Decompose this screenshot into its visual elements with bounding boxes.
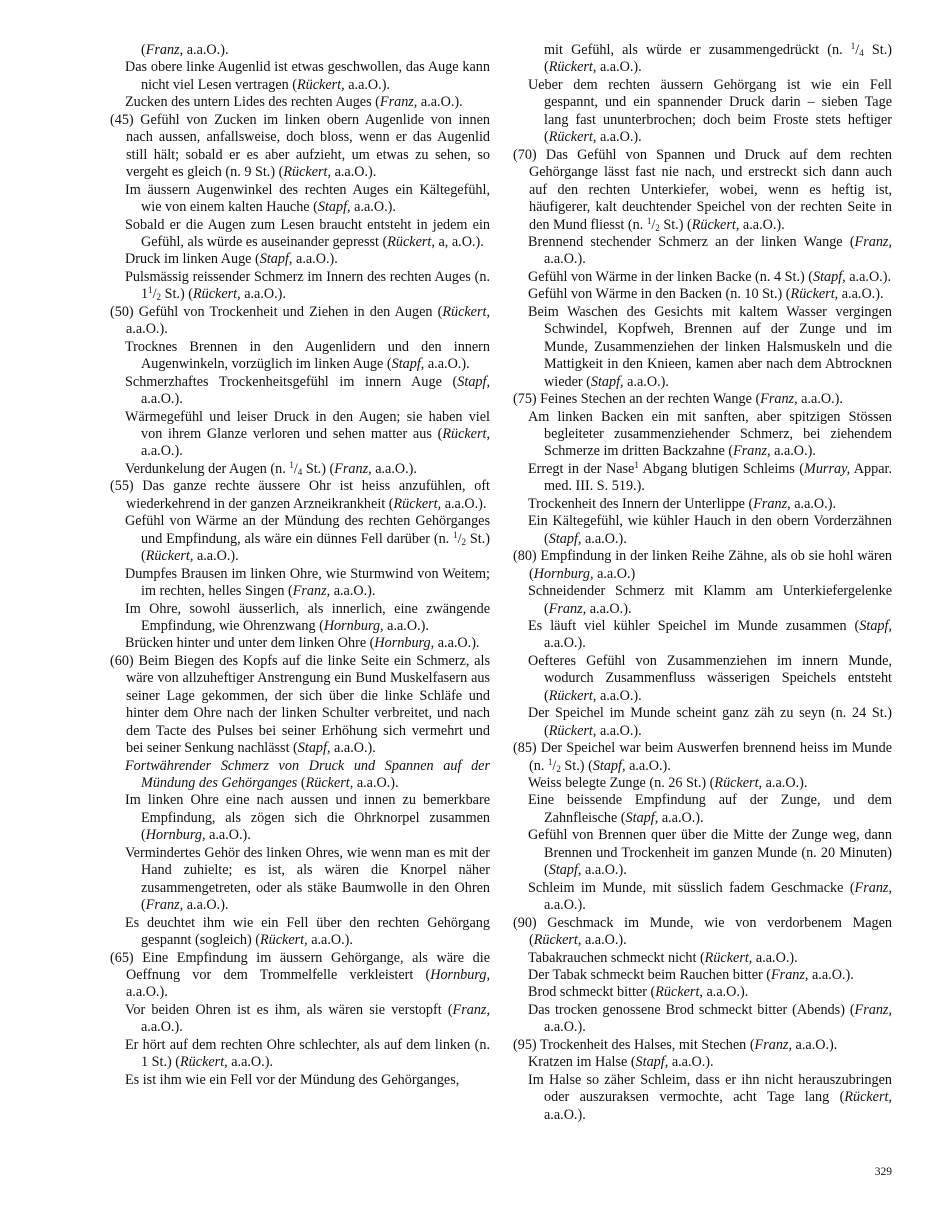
- entry-paragraph: [513, 984, 892, 1001]
- entry-text: Trockenheit des Innern der Unterlippe (: [528, 495, 754, 512]
- source-citation: Stapf,: [297, 740, 331, 757]
- source-citation: Rückert,: [442, 303, 490, 320]
- source-citation: Rückert,: [548, 129, 597, 146]
- source-citation: Rückert,: [387, 233, 435, 250]
- entry-text: Am linken Backen ein mit sanften, aber spitzigen Stössen begleiteter zusammenziehender Schmerz, bei ziehendem Schmerze im dritten Backzahne (: [528, 408, 892, 460]
- source-citation: Hornburg,: [430, 967, 490, 984]
- entry-text: Im Halse so zäher Schleim, dass er ihn nicht herauszubringen oder auszuraksen vermochte, acht Tage lang (: [528, 1071, 892, 1106]
- entry-text: Im äussern Augenwinkel des rechten Auges ein Kältegefühl, wie von einem kalten Hauche (: [125, 181, 490, 216]
- entry-paragraph: [513, 77, 892, 147]
- entry-paragraph: [110, 635, 490, 652]
- fraction-numerator: 1: [453, 529, 458, 540]
- fraction-numerator: 1: [289, 459, 294, 470]
- entry-text: a.a.O.).: [331, 164, 377, 181]
- entry-paragraph: [513, 827, 892, 879]
- source-citation: Franz,: [854, 233, 892, 250]
- entry-text: a.a.O.).: [307, 932, 353, 949]
- entry-text: a.a.O.).: [581, 862, 627, 879]
- entry-paragraph: [513, 950, 892, 967]
- entry-text: /: [293, 460, 298, 477]
- entry-text: a.a.O.).: [581, 932, 627, 949]
- entry-paragraph: [110, 251, 490, 268]
- entry-text: /: [855, 42, 860, 58]
- source-citation: Franz,: [145, 897, 184, 914]
- entry-text: a.a.O.).: [330, 583, 376, 600]
- entry-paragraph: [513, 705, 892, 740]
- entry-paragraph: [513, 391, 892, 408]
- source-citation: Stapf,: [635, 1054, 669, 1071]
- entry-text: a.a.O.).: [581, 530, 627, 547]
- entry-text: Wärmegefühl und leiser Druck in den Augen; sie haben viel von ihrem Glanze verloren und sehen matter aus (: [125, 408, 490, 442]
- entry-text: Sobald er die Augen zum Lesen braucht entsteht in jedem ein Gefühl, als würde es auseinander gepresst (: [125, 216, 490, 250]
- entry-text: a.a.O.).: [596, 129, 642, 146]
- source-citation: Rückert,: [442, 425, 490, 442]
- source-citation: Hornburg,: [323, 617, 384, 634]
- source-citation: Rückert,: [283, 164, 332, 181]
- source-citation: Stapf,: [625, 809, 659, 826]
- source-citation: Rückert,: [548, 59, 597, 76]
- source-citation: Stapf,: [259, 251, 293, 268]
- entry-text: a.a.O.).: [141, 1019, 183, 1036]
- source-citation: Stapf,: [859, 617, 892, 634]
- entry-text: a.a.O.).: [797, 391, 843, 408]
- entry-paragraph: [110, 478, 490, 513]
- entry-paragraph: [513, 409, 892, 461]
- source-citation: Franz,: [854, 879, 892, 896]
- entry-text: a.a.O.).: [808, 967, 854, 984]
- entry-text: (45) Gefühl von Zucken im linken obern Augenlide von innen nach aussen, anfallsweise, doch bloss, wenn er das Augenlid still hält; sobald er es aber aufzieht, um etwas zu sehen, so vergeht es gleich (n. 9 St.) (: [110, 111, 490, 181]
- entry-text: /: [457, 530, 462, 547]
- source-citation: Murray,: [804, 460, 851, 477]
- entry-text: a.a.O.).: [141, 391, 183, 408]
- entry-text: a.a.O.).: [762, 775, 808, 792]
- entry-text: Schleim im Munde, mit süsslich fadem Geschmacke (: [528, 879, 855, 896]
- source-citation: Hornburg,: [145, 827, 206, 844]
- entry-paragraph: [110, 42, 490, 59]
- source-citation: Franz,: [292, 583, 331, 600]
- entry-text: a.a.O.).: [586, 600, 632, 617]
- entry-paragraph: [513, 1054, 892, 1071]
- source-citation: Rückert,: [259, 932, 308, 949]
- entry-text: a.a.O.).: [193, 548, 239, 565]
- source-citation: Rückert,: [704, 949, 753, 966]
- entry-text: St.) (: [302, 460, 335, 477]
- source-citation: Stapf,: [548, 862, 582, 879]
- entry-text: a.a.O.).: [141, 443, 183, 460]
- entry-text: a.a.O.).: [739, 216, 785, 233]
- fraction-denominator: 2: [556, 763, 561, 774]
- entry-paragraph: [110, 217, 490, 252]
- entry-paragraph: [110, 269, 490, 304]
- entry-text: St.) (: [659, 216, 692, 233]
- entry-text: St.) (: [161, 286, 193, 303]
- entry-paragraph: [513, 1072, 892, 1124]
- source-citation: Stapf,: [812, 268, 846, 285]
- entry-paragraph: [110, 513, 490, 565]
- entry-text: Gefühl von Wärme an der Mündung des rechten Gehörganges und Empfindung, als wäre ein dünnes Fell darüber (n.: [125, 513, 490, 547]
- entry-paragraph: [513, 880, 892, 915]
- entry-text: Das obere linke Augenlid ist etwas geschwollen, das Auge kann nicht viel Lesen vertragen (: [125, 59, 490, 93]
- entry-text: a.a.O.).: [240, 286, 286, 303]
- entry-paragraph: [513, 583, 892, 618]
- source-citation: Stapf,: [317, 199, 351, 216]
- entry-text: (: [297, 775, 306, 792]
- entry-text: /: [651, 216, 656, 233]
- source-citation: Rückert,: [548, 722, 597, 739]
- entry-text: a.a.O.).: [702, 984, 749, 1001]
- entry-text: a.a.O.).: [350, 199, 396, 216]
- entry-text: a.a.O.).: [544, 1019, 586, 1036]
- source-citation: Franz,: [771, 967, 809, 984]
- source-citation: Rückert,: [192, 286, 241, 303]
- entry-text: a.a.O.).: [126, 321, 168, 338]
- entry-text: a.a.O.).: [126, 984, 168, 1001]
- source-citation: Franz,: [452, 1001, 490, 1018]
- entry-paragraph: [513, 496, 892, 513]
- entry-text: (65) Eine Empfindung im äussern Gehörgange, als wäre die Oeffnung vor dem Trommelfelle verkleistert (: [110, 949, 490, 984]
- entry-text: a.a.O.).: [227, 1054, 273, 1071]
- entry-paragraph: [513, 269, 892, 286]
- entry-text: Abgang blutigen Schleims (: [638, 460, 805, 477]
- entry-paragraph: [513, 513, 892, 548]
- entry-text: St.) (: [560, 757, 593, 774]
- entry-text: Gefühl von Brennen quer über die Mitte der Zunge weg, dann Brennen und Trockenheit im ganzen Munde (n. 20 Minuten) (: [528, 827, 892, 879]
- entry-paragraph: [513, 147, 892, 234]
- entry-text: (95) Trockenheit des Halses, mit Stechen (: [513, 1036, 755, 1053]
- entry-paragraph: [513, 304, 892, 391]
- entry-text: Es läuft viel kühler Speichel im Munde zusammen (: [528, 617, 860, 634]
- source-citation: Stapf,: [590, 373, 624, 390]
- entry-text: Schmerzhaftes Trockenheitsgefühl im innern Auge (: [125, 373, 458, 390]
- entry-text: a.a.O.).: [770, 443, 816, 460]
- entry-paragraph: [110, 601, 490, 636]
- entry-paragraph: [513, 286, 892, 303]
- entry-text: (50) Gefühl von Trockenheit und Ziehen in den Augen (: [110, 303, 443, 320]
- entry-text: a.a.O.).: [658, 809, 704, 826]
- source-citation: Franz,: [760, 391, 798, 408]
- source-citation: Franz,: [334, 460, 372, 477]
- entry-paragraph: [110, 566, 490, 601]
- entry-text: Erregt in der Nase: [528, 460, 635, 477]
- entry-text: (85) Der Speichel war beim Auswerfen brennend heiss im Munde (n.: [513, 740, 892, 774]
- entry-text: Weiss belegte Zunge (n. 26 St.) (: [528, 775, 715, 792]
- entry-text: /: [552, 757, 557, 774]
- source-citation: Franz,: [733, 443, 771, 460]
- entry-text: Im Ohre, sowohl äusserlich, als innerlich, eine zwängende Empfindung, wie Ohrenzwang (: [125, 600, 490, 634]
- page-number: 329: [874, 1166, 892, 1178]
- entry-paragraph: [513, 775, 892, 792]
- entry-text: a.a.O.).: [790, 495, 836, 512]
- entry-text: (60) Beim Biegen des Kopfs auf die linke Seite ein Schmerz, als wäre von allzuheftiger Anstrengung ein Bund Muskelfasern aus seiner Lage gekommen, der sich über die linke Schläfe und hinter dem Ohre nach der linken Schulter verbreitet, und nach dem Tacte des Pulses bei seiner Erhöhung sich vermehrt und bei seiner Senkung nachlässt (: [110, 652, 490, 757]
- source-citation: Rückert,: [180, 1054, 228, 1071]
- fraction-denominator: 4: [859, 48, 864, 58]
- entry-text: (: [141, 42, 146, 58]
- source-citation: Hornburg,: [374, 635, 435, 652]
- source-citation: Franz,: [145, 42, 184, 58]
- source-citation: Rückert,: [691, 216, 740, 233]
- source-citation: Rückert,: [533, 932, 582, 949]
- entry-text: a, a.O.).: [434, 233, 484, 250]
- source-citation: Franz,: [854, 1001, 892, 1018]
- entry-text: a.a.O.).: [371, 460, 417, 477]
- entry-text: a.a.O.).: [424, 356, 470, 373]
- entry-text: a.a.O.).: [838, 286, 884, 303]
- entry-text: a.a.O.).: [625, 757, 671, 774]
- entry-paragraph: [513, 618, 892, 653]
- entry-text: a.a.O.).: [544, 1106, 586, 1123]
- right-column: [513, 42, 892, 1124]
- entry-text: a.a.O.).: [792, 1036, 838, 1053]
- entry-text: Im linken Ohre eine nach aussen und innen zu bemerkbare Empfindung, als zögen sich die Ohrknorpel zusammen (: [125, 792, 490, 844]
- entry-text: /: [152, 286, 157, 303]
- entry-text: Pulsmässig reissender Schmerz im Innern des rechten Auges (n. 1: [125, 268, 490, 303]
- entry-text: a.a.O.): [593, 565, 636, 582]
- entry-text: a.a.O.).: [668, 1054, 714, 1071]
- source-citation: Stapf,: [548, 530, 582, 547]
- entry-text: Appar. med. III. S. 519.).: [544, 460, 893, 495]
- entry-paragraph: [110, 339, 490, 374]
- fraction-denominator: 2: [655, 222, 660, 233]
- entry-text: Brod schmeckt bitter (: [528, 984, 656, 1001]
- entry-paragraph: [110, 915, 490, 950]
- entry-paragraph: [513, 461, 892, 496]
- entry-text: Brücken hinter und unter dem linken Ohre (: [125, 635, 375, 652]
- entry-paragraph: [513, 1002, 892, 1037]
- entry-text: a.a.O.).: [441, 495, 487, 512]
- entry-text: a.a.O.).: [383, 617, 429, 634]
- source-citation: Rückert,: [844, 1089, 892, 1106]
- entry-paragraph: [513, 967, 892, 984]
- entry-text: a.a.O.).: [596, 59, 642, 76]
- entry-text: Der Tabak schmeckt beim Rauchen bitter (: [528, 967, 771, 984]
- entry-paragraph: [110, 94, 490, 111]
- entry-text: a.a.O.).: [544, 897, 586, 914]
- entry-paragraph: [513, 740, 892, 775]
- entry-text: Kratzen im Halse (: [528, 1054, 636, 1071]
- entry-paragraph: [110, 1072, 490, 1089]
- entry-text: a.a.O.).: [623, 373, 669, 390]
- entry-paragraph: [110, 653, 490, 758]
- entry-text: a.a.O.).: [183, 42, 229, 58]
- entry-paragraph: [110, 792, 490, 844]
- entry-text: Es deuchtet ihm wie ein Fell über den rechten Gehörgang gespannt (sogleich) (: [125, 914, 490, 949]
- entry-text: Eine beissende Empfindung auf der Zunge, und dem Zahnfleische (: [528, 792, 892, 826]
- entry-text: Vermindertes Gehör des linken Ohres, wie wenn man es mit der Hand zuhielte; es ist, als wären die Knorpel näher zusammengetreten, oder als stäke Baumwolle in den Ohren (: [125, 844, 490, 914]
- entry-text: Ueber dem rechten äussern Gehörgang ist wie ein Fell gespannt, und ein spannender Druck darin – sieben Tage lang fast ununterbrochen; doch beim Froste stets heftiger (: [528, 76, 892, 146]
- fraction-numerator: 1: [634, 459, 639, 470]
- entry-text: mit Gefühl, als würde er zusammengedrückt (n.: [544, 42, 851, 58]
- source-citation: Hornburg,: [533, 565, 594, 582]
- entry-text: Beim Waschen des Gesichts mit kaltem Wasser vergingen Schwindel, Kopfweh, Brennen auf der Zunge und im Munde, Zusammenziehen der linken Halsmuskeln und die Mattigkeit in den Knieen, kamen aber nach dem Abtrocknen wieder (: [528, 303, 892, 390]
- fraction-numerator: 1: [646, 215, 652, 226]
- entry-text: Druck im linken Auge (: [125, 251, 260, 268]
- entry-text: a.a.O.).: [353, 775, 399, 792]
- source-citation: Rückert,: [790, 286, 839, 303]
- entry-text: Brennend stechender Schmerz an der linken Wange (: [528, 233, 855, 250]
- entry-text: (70) Das Gefühl von Spannen und Druck auf dem rechten Gehörgange lässt fast nie nach, und erstreckt sich dann auch auf den rechten Unterkiefer, wobei, wenn es heftig ist, häufigerer, kalt deuchtender Speichel von der rechten Seite in den Mund fliesst (n.: [513, 146, 892, 233]
- entry-paragraph: [110, 409, 490, 461]
- entry-text: Das trocken genossene Brod schmeckt bitter (Abends) (: [528, 1001, 855, 1018]
- fraction-denominator: 4: [297, 466, 303, 477]
- fraction-numerator: 1: [850, 41, 856, 51]
- entry-text: a.a.O.).: [292, 251, 338, 268]
- entry-paragraph: [513, 548, 892, 583]
- source-citation: Rückert,: [548, 687, 597, 704]
- left-column: [110, 42, 490, 1089]
- source-citation: Rückert,: [714, 775, 763, 792]
- entry-text: St.) (: [141, 530, 490, 565]
- entry-text: Dumpfes Brausen im linken Ohre, wie Sturmwind von Weitem; im rechten, helles Singen (: [125, 565, 490, 600]
- entry-paragraph: [513, 234, 892, 269]
- entry-text: (90) Geschmack im Munde, wie von verdorbenem Magen (: [513, 914, 892, 949]
- entry-text: Der Speichel im Munde scheint ganz zäh zu seyn (n. 24 St.) (: [528, 705, 892, 739]
- entry-text: Ein Kältegefühl, wie kühler Hauch in den obern Vorderzähnen (: [528, 513, 892, 547]
- entry-text: a.a.O.).: [417, 94, 463, 111]
- entry-text: a.a.O.).: [596, 722, 642, 739]
- entry-text: a.a.O.).: [183, 897, 229, 914]
- entry-paragraph: [513, 792, 892, 827]
- entry-text: Vor beiden Ohren ist es ihm, als wären sie verstopft (: [125, 1001, 453, 1018]
- entry-text: Es ist ihm wie ein Fell vor der Mündung des Gehörganges,: [125, 1071, 460, 1088]
- entry-text: Gefühl von Wärme in den Backen (n. 10 St.) (: [528, 286, 791, 303]
- fraction-numerator: 1: [547, 756, 553, 767]
- source-citation: Rückert,: [393, 495, 442, 512]
- entry-text: a.a.O.).: [845, 268, 892, 285]
- source-citation: Stapf,: [592, 757, 626, 774]
- entry-text: Tabakrauchen schmeckt nicht (: [528, 949, 705, 966]
- entry-paragraph: [513, 1037, 892, 1054]
- entry-text: Trocknes Brennen in den Augenlidern und den innern Augenwinkeln, vorzüglich im linken Auge (: [125, 338, 490, 373]
- source-citation: Rückert,: [655, 984, 703, 1001]
- source-citation: Rückert,: [297, 76, 345, 93]
- entry-paragraph: [513, 653, 892, 705]
- entry-text: Oefteres Gefühl von Zusammenziehen im innern Munde, wodurch Zusammenfluss wässerigen Speichels entsteht (: [528, 652, 892, 704]
- entry-text: a.a.O.).: [544, 251, 586, 268]
- fraction-denominator: 2: [156, 292, 162, 303]
- entry-paragraph: [110, 59, 490, 94]
- entry-paragraph: [110, 461, 490, 478]
- entry-text: a.a.O.).: [344, 76, 390, 93]
- entry-text: a.a.O.).: [205, 827, 251, 844]
- entry-paragraph: [513, 915, 892, 950]
- entry-text: (55) Das ganze rechte äussere Ohr ist heiss anzufühlen, oft wiederkehrend in der ganzen Arzneikrankheit (: [110, 478, 490, 512]
- entry-text: a.a.O.).: [752, 949, 798, 966]
- entry-text: Verdunkelung der Augen (n.: [125, 460, 290, 477]
- entry-text: (75) Feines Stechen an der rechten Wange (: [513, 391, 761, 408]
- entry-text: Gefühl von Wärme in der linken Backe (n. 4 St.) (: [528, 268, 813, 285]
- entry-paragraph: [110, 758, 490, 793]
- entry-paragraph: [513, 42, 892, 77]
- entry-text: a.a.O.).: [544, 635, 586, 652]
- entry-paragraph: [110, 1002, 490, 1037]
- source-citation: Franz,: [548, 600, 587, 617]
- entry-paragraph: [110, 304, 490, 339]
- entry-paragraph: [110, 182, 490, 217]
- entry-paragraph: [110, 845, 490, 915]
- source-citation: Franz,: [753, 495, 791, 512]
- fraction-denominator: 2: [461, 536, 467, 547]
- source-citation: Stapf,: [457, 373, 490, 390]
- entry-text: Er hört auf dem rechten Ohre schlechter, als auf dem linken (n. 1 St.) (: [125, 1036, 490, 1071]
- entry-paragraph: [110, 1037, 490, 1072]
- entry-text: Zucken des untern Lides des rechten Auges (: [125, 94, 380, 111]
- source-citation: Franz,: [379, 94, 418, 111]
- entry-paragraph: [110, 374, 490, 409]
- entry-paragraph: [110, 112, 490, 182]
- entry-text: a.a.O.).: [596, 687, 642, 704]
- entry-paragraph: [110, 950, 490, 1002]
- entry-text: (80) Empfindung in der linken Reihe Zähne, als ob sie hohl wären (: [513, 548, 892, 582]
- source-citation: Fortwährender Schmerz von Druck und Spannen auf der Mündung des Gehörganges: [125, 757, 490, 792]
- source-citation: Stapf,: [391, 356, 425, 373]
- source-citation: Rückert,: [145, 548, 194, 565]
- entry-text: Schneidender Schmerz mit Klamm am Unterkiefergelenke (: [528, 583, 892, 617]
- entry-text: St.) (: [544, 42, 892, 76]
- entry-text: a.a.O.).: [330, 740, 376, 757]
- source-citation: Franz,: [754, 1036, 792, 1053]
- source-citation: Rückert,: [305, 775, 354, 792]
- entry-text: a.a.O.).: [434, 635, 480, 652]
- fraction-numerator: 1: [148, 285, 153, 296]
